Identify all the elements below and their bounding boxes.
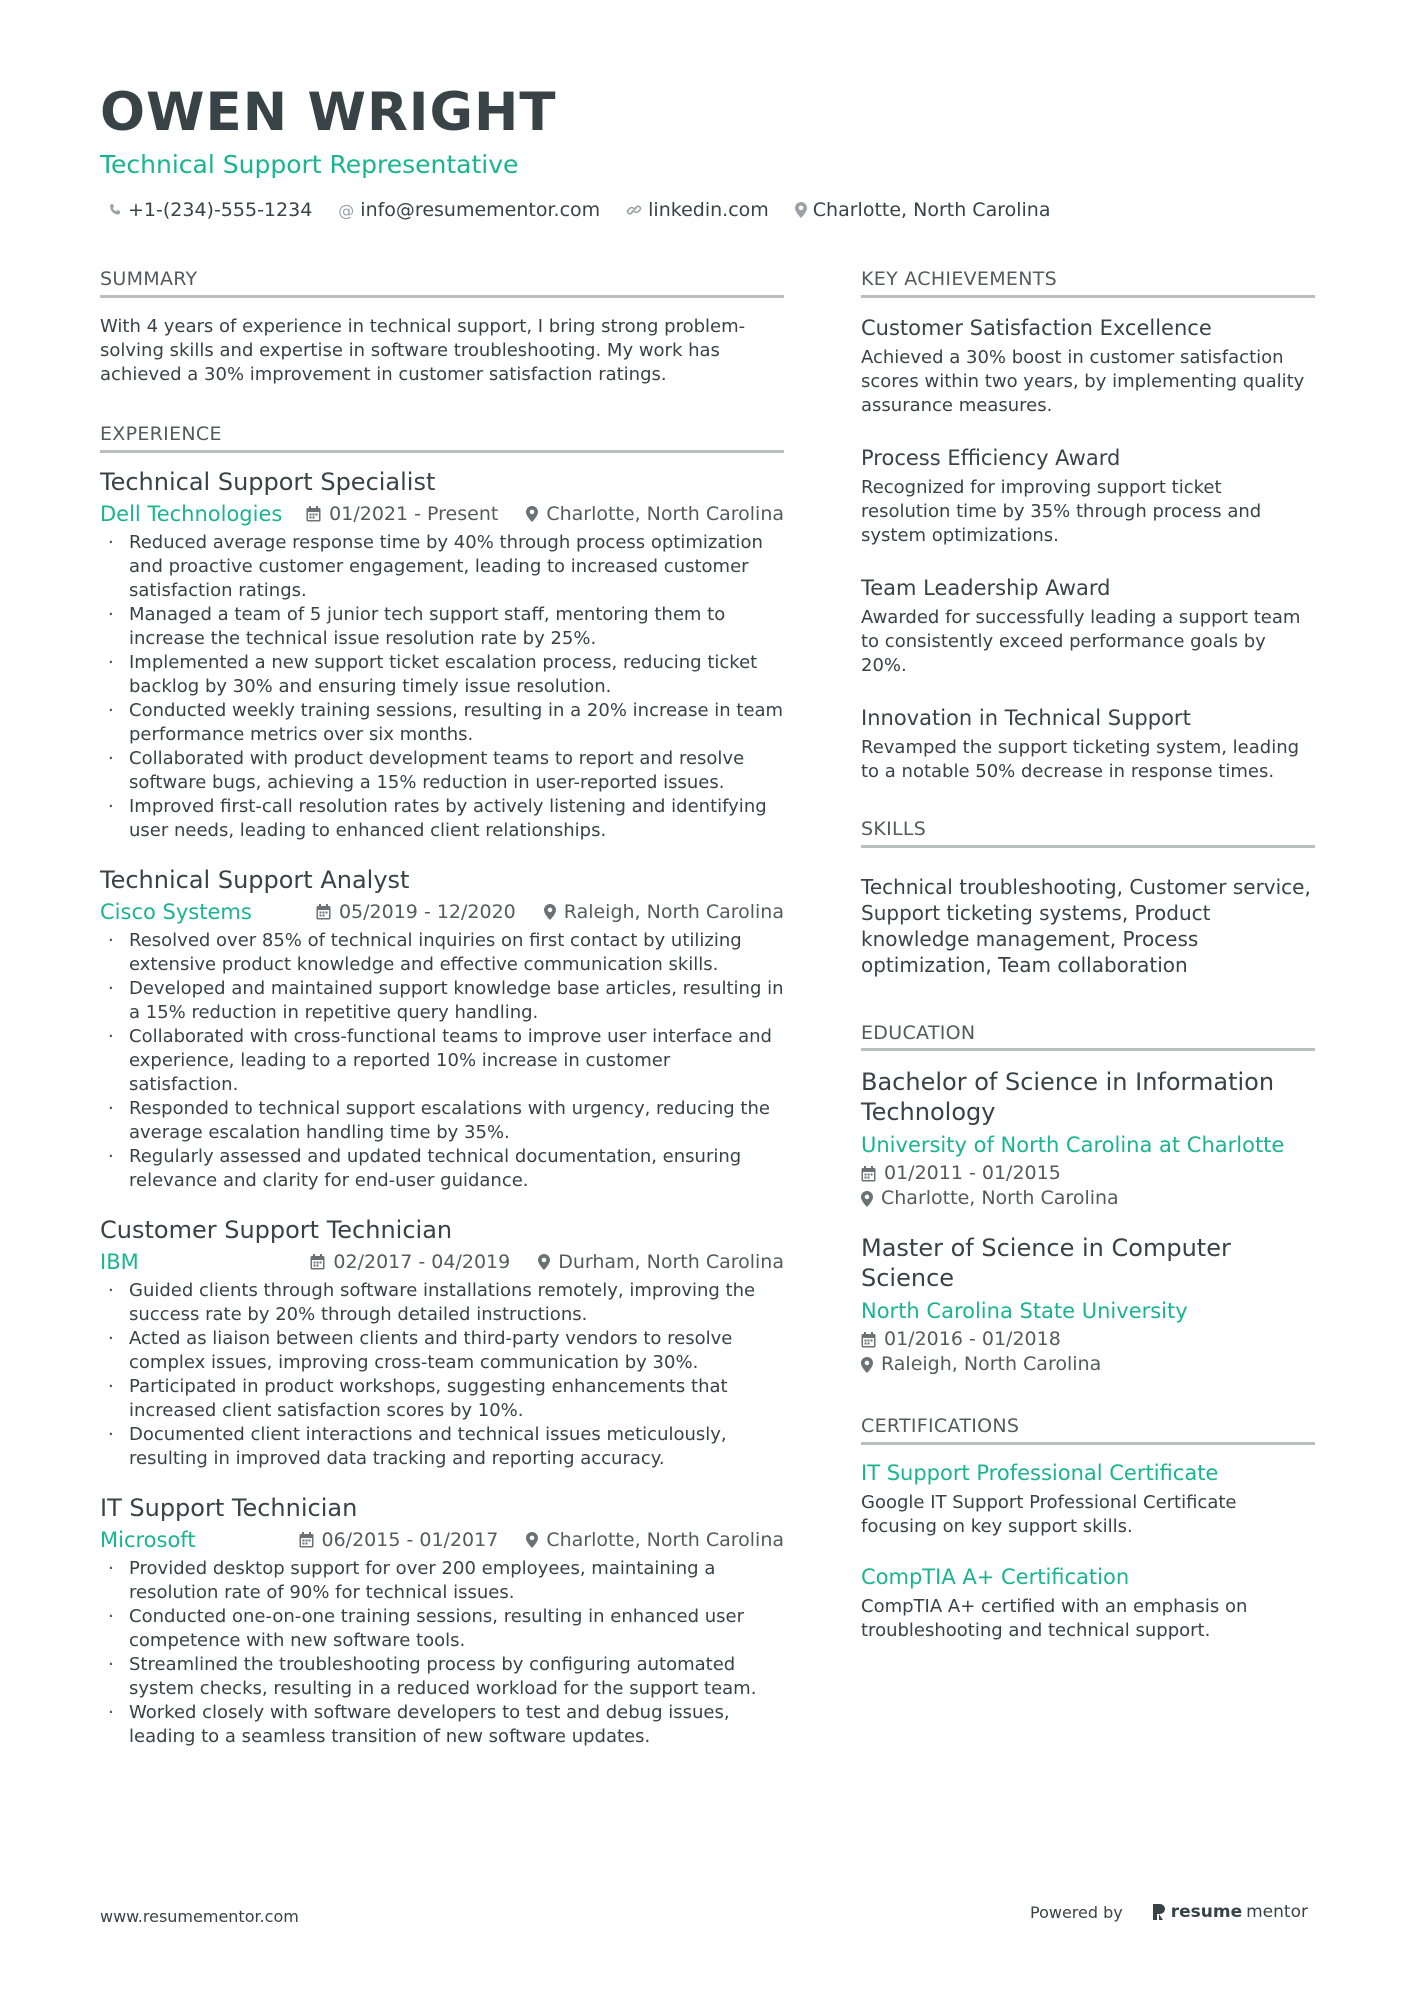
job-dates-text: 06/2015 - 01/2017 xyxy=(321,1528,499,1551)
job-meta-details xyxy=(316,899,784,925)
calendar-icon-svg xyxy=(306,506,321,522)
job-location-text: Raleigh, North Carolina xyxy=(563,900,784,923)
job-dates-text: 05/2019 - 12/2020 xyxy=(338,900,516,923)
job-entry xyxy=(100,1493,784,1749)
degree-title: Bachelor of Science in Information Technology xyxy=(861,1068,1275,1127)
phone-icon xyxy=(108,203,122,217)
contact-location xyxy=(795,199,1051,221)
education-location-text: Charlotte, North Carolina xyxy=(881,1187,1119,1210)
job-location xyxy=(526,1527,784,1553)
job-bullets xyxy=(100,531,784,843)
calendar-icon xyxy=(310,1254,325,1270)
job-meta-details xyxy=(306,501,784,527)
education-dates-text: 01/2011 - 01/2015 xyxy=(884,1162,1061,1185)
job-bullet: · Collaborated with cross-functional teams to improve user interface and experience, leading to a reported 10% increase in customer satisfaction. xyxy=(100,1025,784,1097)
certification-title: IT Support Professional Certificate xyxy=(861,1461,1219,1486)
contact-linkedin[interactable] xyxy=(626,199,769,221)
education-section xyxy=(861,1022,1315,1378)
at-icon: @ xyxy=(338,200,355,220)
job-bullets xyxy=(100,1279,784,1471)
certifications-heading: CERTIFICATIONS xyxy=(861,1415,1315,1445)
company-name: Cisco Systems xyxy=(100,899,252,924)
job-bullets xyxy=(100,929,784,1193)
calendar-icon-svg xyxy=(861,1166,876,1182)
map-pin-icon xyxy=(544,904,556,920)
job-title: IT Support Technician xyxy=(100,1493,358,1522)
job-meta-details xyxy=(299,1527,785,1553)
job-bullet: · Implemented a new support ticket escalation process, reducing ticket backlog by 30% and ensuring timely issue resolution. xyxy=(100,651,784,699)
job-location xyxy=(526,501,784,527)
certification-title: CompTIA A+ Certification xyxy=(861,1565,1130,1590)
education-location xyxy=(861,1186,1315,1211)
job-bullets xyxy=(100,1557,784,1749)
job-bullet: · Documented client interactions and technical issues meticulously, resulting in improved data tracking and reporting accuracy. xyxy=(100,1423,784,1471)
email-text[interactable]: info@resumementor.com xyxy=(360,199,601,221)
map-pin-icon xyxy=(526,1532,538,1548)
education-item xyxy=(861,1233,1315,1377)
certification-item xyxy=(861,1459,1315,1539)
location-text: Charlotte, North Carolina xyxy=(812,199,1051,221)
education-location xyxy=(861,1352,1315,1377)
job-bullet: · Provided desktop support for over 200 employees, maintaining a resolution rate of 90% for technical issues. xyxy=(100,1557,784,1605)
achievement-text: Achieved a 30% boost in customer satisfaction scores within two years, by implementing quality assurance measures. xyxy=(861,346,1305,416)
job-meta-details xyxy=(310,1249,784,1275)
company-name: Microsoft xyxy=(100,1527,196,1552)
job-bullet: · Participated in product workshops, suggesting enhancements that increased client satisfaction scores by 10%. xyxy=(100,1375,784,1423)
calendar-icon xyxy=(861,1166,876,1182)
right-column xyxy=(861,268,1315,1667)
calendar-icon-svg xyxy=(310,1254,325,1270)
achievement-item xyxy=(861,574,1315,678)
achievements-list xyxy=(861,314,1315,784)
footer-branding xyxy=(1030,1902,1308,1922)
map-pin-icon xyxy=(526,506,538,522)
certifications-section xyxy=(861,1415,1315,1643)
job-dates xyxy=(310,1249,510,1275)
left-column xyxy=(100,268,784,1771)
map-pin-icon xyxy=(861,1191,873,1207)
achievements-heading: KEY ACHIEVEMENTS xyxy=(861,268,1315,298)
job-location-text: Charlotte, North Carolina xyxy=(546,502,784,525)
map-pin-icon-svg xyxy=(526,1532,538,1548)
company-name: Dell Technologies xyxy=(100,501,283,526)
degree-title: Master of Science in Computer Science xyxy=(861,1234,1231,1293)
job-dates xyxy=(316,899,516,925)
linkedin-text[interactable]: linkedin.com xyxy=(648,199,769,221)
summary-text: With 4 years of experience in technical support, I bring strong problem-solving skills and expertise in software troubleshooting. My work has achieved a 30% improvement in customer satisfaction ratings. xyxy=(100,315,746,385)
job-bullet: · Worked closely with software developers to test and debug issues, leading to a seamless transition of new software updates. xyxy=(100,1701,784,1749)
map-pin-icon-svg xyxy=(544,904,556,920)
education-heading: EDUCATION xyxy=(861,1022,1315,1052)
phone-text: +1-(234)-555-1234 xyxy=(128,199,313,221)
job-bullet: · Acted as liaison between clients and third-party vendors to resolve complex issues, improving cross-team communication by 30%. xyxy=(100,1327,784,1375)
job-meta xyxy=(100,501,784,527)
job-entry xyxy=(100,1215,784,1471)
certification-item xyxy=(861,1563,1315,1643)
job-bullet: · Conducted one-on-one training sessions, resulting in enhanced user competence with new software tools. xyxy=(100,1605,784,1653)
calendar-icon xyxy=(861,1332,876,1348)
map-pin-icon-svg xyxy=(526,506,538,522)
job-meta xyxy=(100,899,784,925)
calendar-icon-svg xyxy=(316,904,331,920)
contact-bar xyxy=(108,199,1050,221)
achievements-section xyxy=(861,268,1315,784)
summary-section xyxy=(100,268,784,387)
brand-light: mentor xyxy=(1246,1902,1308,1922)
school-name: University of North Carolina at Charlotte xyxy=(861,1133,1285,1158)
map-pin-icon-svg xyxy=(861,1191,873,1207)
achievement-title: Process Efficiency Award xyxy=(861,445,1121,470)
skills-heading: SKILLS xyxy=(861,818,1315,848)
job-location xyxy=(538,1249,784,1275)
job-dates-text: 02/2017 - 04/2019 xyxy=(333,1250,511,1273)
achievement-text: Recognized for improving support ticket resolution time by 35% through process and system optimizations. xyxy=(861,476,1262,546)
experience-section xyxy=(100,423,784,1749)
job-location-text: Durham, North Carolina xyxy=(558,1250,784,1273)
skills-text: Technical troubleshooting, Customer service, Support ticketing systems, Product knowledge management, Process optimization, Team collaboration xyxy=(861,874,1311,977)
calendar-icon xyxy=(306,506,321,522)
achievement-title: Innovation in Technical Support xyxy=(861,705,1191,730)
achievement-title: Team Leadership Award xyxy=(861,575,1111,600)
education-dates-text: 01/2016 - 01/2018 xyxy=(884,1328,1061,1351)
candidate-name: OWEN WRIGHT xyxy=(100,82,557,143)
calendar-icon xyxy=(299,1532,314,1548)
job-meta xyxy=(100,1249,784,1275)
job-bullet: · Developed and maintained support knowledge base articles, resulting in a 15% reduction in repetitive query handling. xyxy=(100,977,784,1025)
calendar-icon-svg xyxy=(861,1332,876,1348)
brand-bold: resume xyxy=(1170,1902,1243,1922)
education-dates xyxy=(861,1327,1315,1352)
link-icon xyxy=(626,202,642,218)
certification-text: Google IT Support Professional Certificate focusing on key support skills. xyxy=(861,1492,1237,1538)
achievement-text: Revamped the support ticketing system, leading to a notable 50% decrease in response times. xyxy=(861,736,1300,782)
certifications-list xyxy=(861,1459,1315,1643)
job-bullet: · Guided clients through software installations remotely, improving the success rate by 20% through detailed instructions. xyxy=(100,1279,784,1327)
job-location xyxy=(544,899,784,925)
job-bullet: · Managed a team of 5 junior tech support staff, mentoring them to increase the technical issue resolution rate by 25%. xyxy=(100,603,784,651)
job-dates xyxy=(306,501,498,527)
job-bullet: · Collaborated with product development teams to report and resolve software bugs, achieving a 15% reduction in user-reported issues. xyxy=(100,747,784,795)
candidate-role: Technical Support Representative xyxy=(100,150,519,179)
company-name: IBM xyxy=(100,1249,139,1274)
job-bullet: · Regularly assessed and updated technical documentation, ensuring relevance and clarity for end-user guidance. xyxy=(100,1145,784,1193)
resumementor-logo-icon xyxy=(1151,1903,1167,1921)
contact-email[interactable] xyxy=(338,199,600,221)
job-title: Customer Support Technician xyxy=(100,1215,453,1244)
resumementor-logo[interactable] xyxy=(1151,1902,1308,1922)
calendar-icon xyxy=(316,904,331,920)
job-location-text: Charlotte, North Carolina xyxy=(546,1528,784,1551)
summary-heading: SUMMARY xyxy=(100,268,784,298)
job-bullet: · Conducted weekly training sessions, resulting in a 20% increase in team performance metrics over six months. xyxy=(100,699,784,747)
calendar-icon-svg xyxy=(299,1532,314,1548)
footer-website[interactable]: www.resumementor.com xyxy=(100,1907,299,1926)
education-item xyxy=(861,1067,1315,1211)
experience-heading: EXPERIENCE xyxy=(100,423,784,453)
map-pin-icon xyxy=(538,1254,550,1270)
map-pin-icon-svg xyxy=(861,1357,873,1373)
education-location-text: Raleigh, North Carolina xyxy=(881,1353,1102,1376)
job-entry xyxy=(100,865,784,1193)
job-bullet: · Responded to technical support escalations with urgency, reducing the average escalation handling time by 35%. xyxy=(100,1097,784,1145)
school-name: North Carolina State University xyxy=(861,1299,1188,1324)
skills-section xyxy=(861,818,1315,978)
powered-by-text: Powered by xyxy=(1030,1902,1123,1922)
map-pin-icon xyxy=(861,1357,873,1373)
education-dates xyxy=(861,1161,1315,1186)
job-bullet: · Improved first-call resolution rates by actively listening and identifying user needs, leading to enhanced client relationships. xyxy=(100,795,784,843)
achievement-text: Awarded for successfully leading a support team to consistently exceed performance goals by 20%. xyxy=(861,606,1301,676)
achievement-item xyxy=(861,704,1315,784)
job-title: Technical Support Analyst xyxy=(100,865,410,894)
job-bullet: · Streamlined the troubleshooting process by configuring automated system checks, resulting in a reduced workload for the support team. xyxy=(100,1653,784,1701)
achievement-title: Customer Satisfaction Excellence xyxy=(861,315,1212,340)
map-pin-icon-svg xyxy=(538,1254,550,1270)
job-entry xyxy=(100,467,784,843)
certification-text: CompTIA A+ certified with an emphasis on troubleshooting and technical support. xyxy=(861,1596,1248,1642)
achievement-item xyxy=(861,314,1315,418)
map-pin-icon xyxy=(795,202,807,218)
contact-phone xyxy=(108,199,312,221)
job-bullet: · Resolved over 85% of technical inquiries on first contact by utilizing extensive product knowledge and effective communication skills. xyxy=(100,929,784,977)
job-title: Technical Support Specialist xyxy=(100,467,436,496)
job-dates xyxy=(299,1527,499,1553)
job-dates-text: 01/2021 - Present xyxy=(329,502,499,525)
education-list xyxy=(861,1067,1315,1377)
job-bullet: · Reduced average response time by 40% through process optimization and proactive customer engagement, leading to increased customer satisfaction ratings. xyxy=(100,531,784,603)
achievement-item xyxy=(861,444,1315,548)
experience-list xyxy=(100,467,784,1749)
job-meta xyxy=(100,1527,784,1553)
